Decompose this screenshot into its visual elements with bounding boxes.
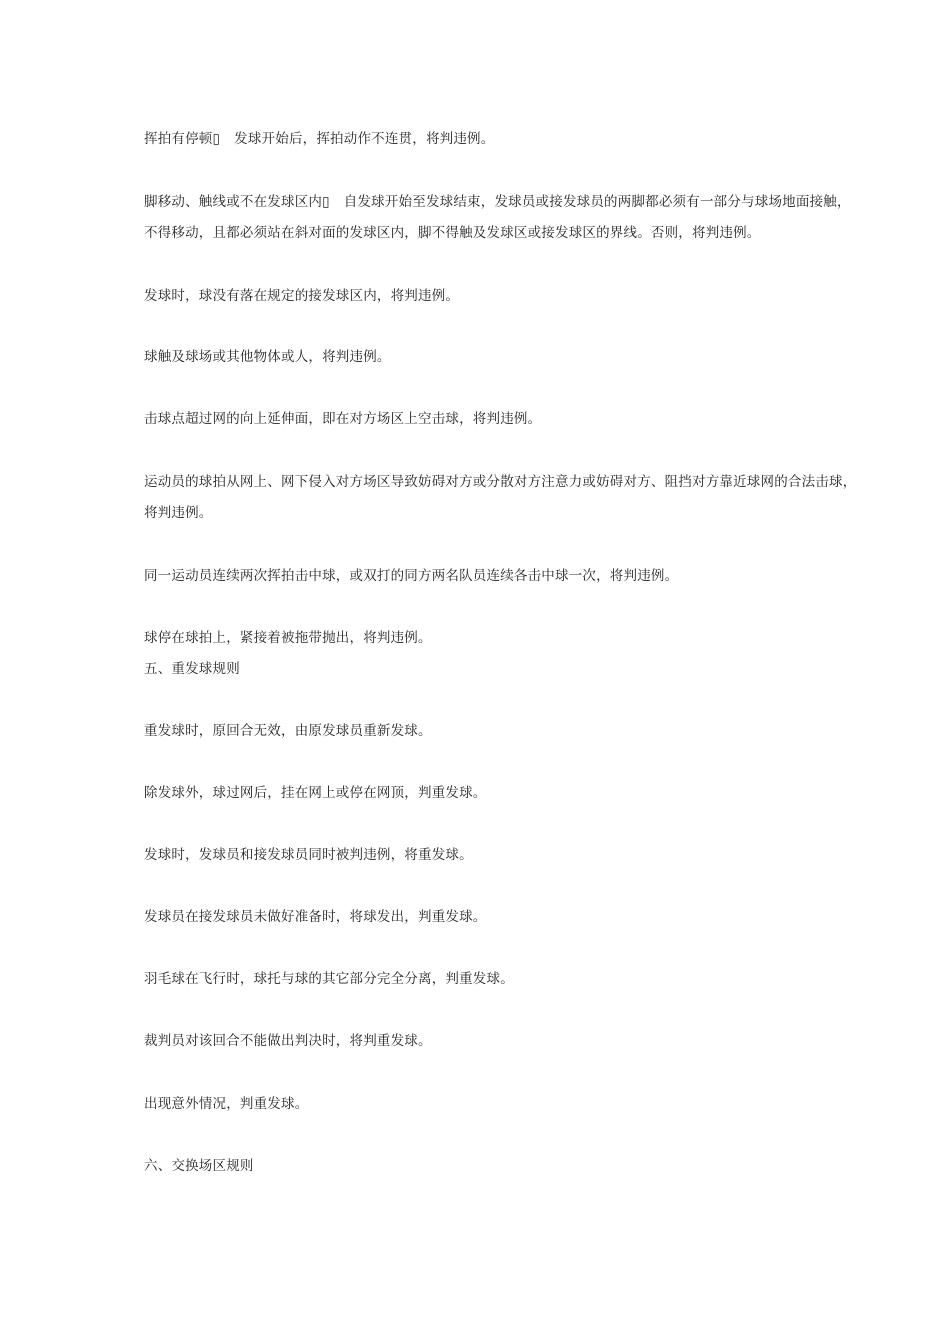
paragraph-foot-move	[144, 193, 894, 211]
paragraph: 发球员在接发球员未做好准备时，将球发出，判重发球。	[144, 909, 487, 925]
term-label: 脚移动、触线或不在发球区内	[144, 194, 323, 210]
paragraph: 裁判员对该回合不能做出判决时，将判重发球。	[144, 1033, 432, 1049]
paragraph-text: 自发球开始至发球结束，发球员或接发球员的两脚都必须有一部分与球场地面接触，	[343, 194, 851, 210]
paragraph: 发球时，发球员和接发球员同时被判违例，将重发球。	[144, 847, 473, 863]
term-label: 挥拍有停顿	[144, 131, 213, 147]
paragraph: 发球时，球没有落在规定的接发球区内，将判违例。	[144, 288, 460, 304]
paragraph-continuation: 不得移动，且都必须站在斜对面的发球区内，脚不得触及发球区或接发球区的界线。否则，将判违例。	[144, 225, 761, 241]
section-heading: 六、交换场区规则	[144, 1158, 254, 1174]
paragraph: 运动员的球拍从网上、网下侵入对方场区导致妨碍对方或分散对方注意力或妨碍对方、阻挡对方靠近球网的合法击球，	[144, 474, 857, 490]
paragraph: 球触及球场或其他物体或人，将判违例。	[144, 349, 391, 365]
paragraph: 出现意外情况，判重发球。	[144, 1096, 309, 1112]
paragraph: 同一运动员连续两次挥拍击中球，或双打的同方两名队员连续各击中球一次，将判违例。	[144, 568, 679, 584]
paragraph-continuation: 将判违例。	[144, 505, 213, 521]
paragraph: 羽毛球在飞行时，球托与球的其它部分完全分离，判重发球。	[144, 971, 514, 987]
paragraph: 击球点超过网的向上延伸面，即在对方场区上空击球，将判违例。	[144, 411, 542, 427]
paragraph-text: 发球开始后，挥拍动作不连贯，将判违例。	[234, 131, 495, 147]
paragraph: 球停在球拍上，紧接着被拖带抛出，将判违例。	[144, 630, 432, 646]
section-heading: 五、重发球规则	[144, 661, 240, 677]
missing-glyph-marker: ▯	[322, 194, 330, 210]
paragraph-swing-pause	[144, 130, 894, 148]
paragraph: 除发球外，球过网后，挂在网上或停在网顶，判重发球。	[144, 785, 487, 801]
missing-glyph-marker: ▯	[212, 131, 221, 147]
paragraph: 重发球时，原回合无效，由原发球员重新发球。	[144, 723, 432, 739]
